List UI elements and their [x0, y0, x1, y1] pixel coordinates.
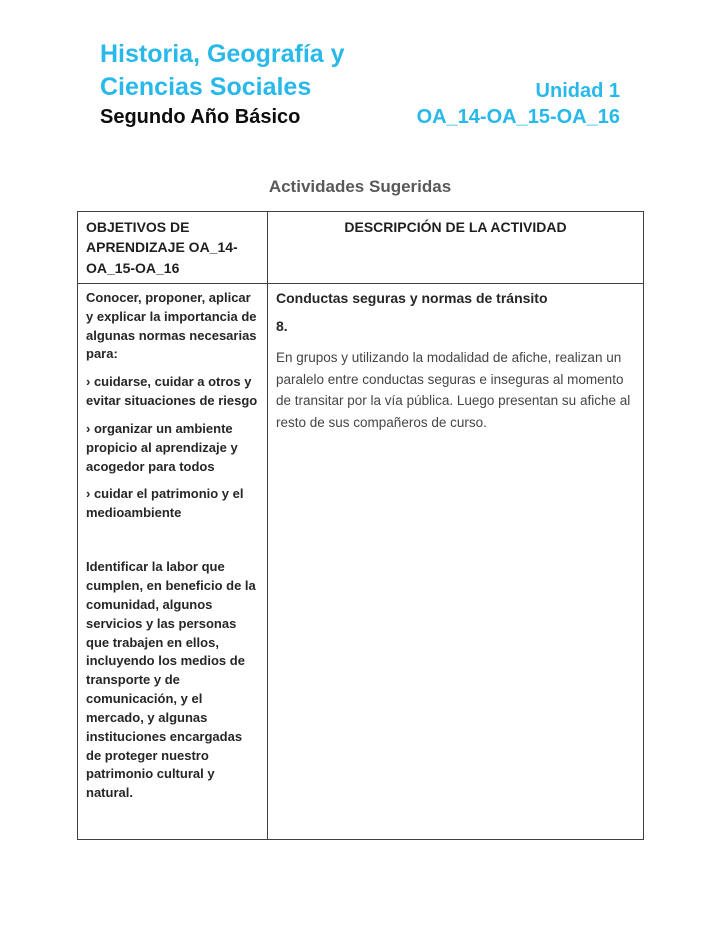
activities-table	[77, 211, 644, 840]
description-column-header: DESCRIPCIÓN DE LA ACTIVIDAD	[268, 212, 644, 284]
activity-description: En grupos y utilizando la modalidad de afiche, realizan un paralelo entre conductas seguras e inseguras al momento de transitar por la vía pública. Luego presentan su afiche al resto de sus compañeros de curso.	[276, 350, 631, 430]
grade-subtitle: Segundo Año Básico	[100, 106, 301, 128]
page-title: Historia, Geografía y Ciencias Sociales	[100, 40, 345, 101]
oa-codes: OA_14-OA_15-OA_16	[416, 106, 620, 128]
table-header-row	[78, 212, 644, 284]
activity-title: Conductas seguras y normas de tránsito	[276, 289, 548, 306]
unit-label: Unidad 1	[535, 80, 620, 102]
objective-bullet: › organizar un ambiente propicio al aprendizaje y acogedor para todos	[86, 420, 238, 474]
header-left-block	[100, 38, 417, 130]
objective-bullet: › cuidarse, cuidar a otros y evitar situaciones de riesgo	[86, 374, 258, 409]
header-right-block	[417, 78, 620, 130]
activity-description-cell	[268, 283, 644, 839]
objectives-column-header: OBJETIVOS DE APRENDIZAJE OA_14-OA_15-OA_16	[78, 212, 268, 284]
objective-intro: Conocer, proponer, aplicar y explicar la importancia de algunas normas necesarias para:	[86, 289, 257, 362]
document-header	[100, 38, 620, 130]
objective-bullet: › cuidar el patrimonio y el medioambiente	[86, 486, 244, 521]
section-title: Actividades Sugeridas	[268, 177, 452, 196]
objective-second: Identificar la labor que cumplen, en beneficio de la comunidad, algunos servicios y las personas que trabajen en ellos, incluyendo los medios de transporte y de comunicación, y el mercado, y algunas instituciones encargadas de proteger nuestro patrimonio cultural y natural.	[86, 559, 256, 801]
objectives-cell	[78, 283, 268, 839]
table-body-row	[78, 283, 644, 839]
activity-number: 8.	[276, 318, 288, 335]
